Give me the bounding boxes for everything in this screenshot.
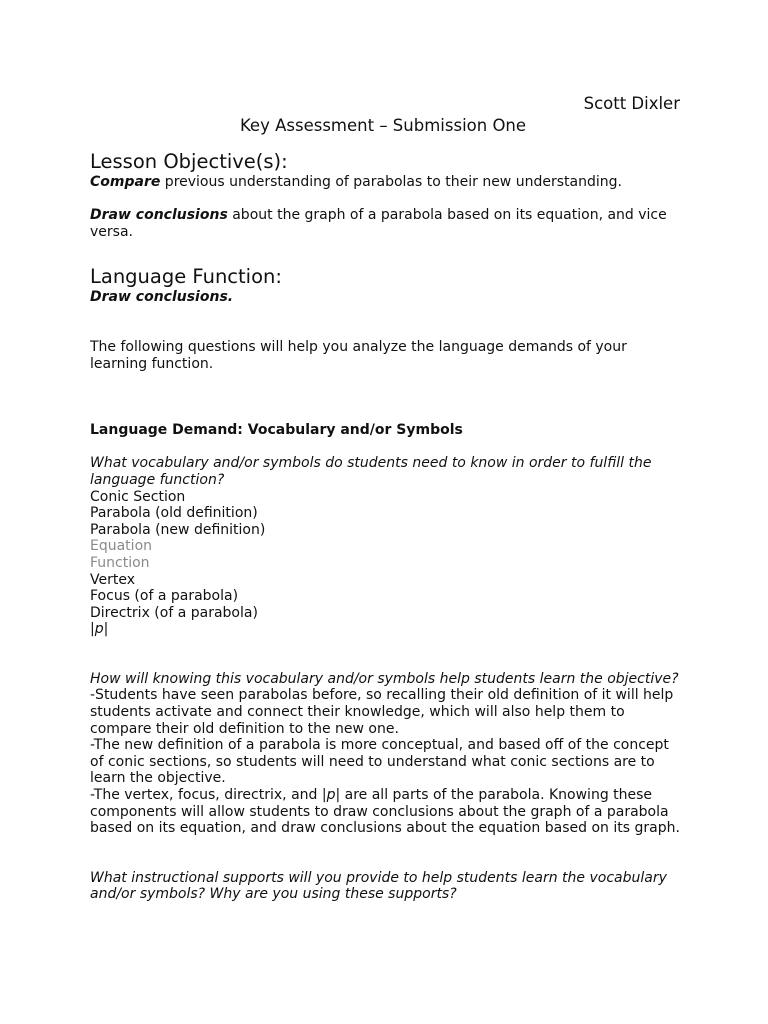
intro-paragraph: The following questions will help you analyze the language demands of your learning function. [90, 338, 627, 372]
list-item: Conic Section [90, 488, 186, 505]
knowledge-question: How will knowing this vocabulary and/or symbols help students learn the objective? [90, 670, 679, 687]
list-item: Parabola (new definition) [90, 521, 266, 538]
objective-verb: Compare [90, 174, 161, 190]
symbol-bar: | [90, 621, 95, 638]
symbol-variable: p [326, 787, 336, 804]
vocabulary-list [90, 489, 680, 638]
objectives-heading: Lesson Objective(s): [90, 150, 288, 173]
language-function-value: Draw conclusions. [90, 289, 234, 306]
objective-text: about the graph of a parabola based on its equation, and vice versa. [90, 207, 667, 240]
answer-paragraph: -The new definition of a parabola is more conceptual, and based off of the concept of conic sections, so students will need to understand what conic sections are to learn the objective. [90, 737, 669, 787]
language-demand-heading: Language Demand: Vocabulary and/or Symbols [90, 422, 463, 439]
answer-paragraph [90, 787, 680, 837]
answer-paragraph: -Students have seen parabolas before, so recalling their old definition of it will help students activate and connect their knowledge, which will also help them to compare their old definition to the new one. [90, 687, 674, 737]
symbol-variable: p [94, 621, 104, 638]
objective-item [90, 174, 680, 191]
objective-item [90, 207, 680, 240]
document-title: Key Assessment – Submission One [239, 116, 527, 135]
list-item: Parabola (old definition) [90, 505, 258, 522]
vocabulary-question: What vocabulary and/or symbols do students need to know in order to fulfill the language function? [90, 455, 652, 488]
objective-verb: Draw conclusions [90, 207, 228, 224]
language-function-heading: Language Function: [90, 265, 282, 289]
objective-text: previous understanding of parabolas to their new understanding. [160, 174, 622, 190]
answer-text: -The vertex, focus, directrix, and | [90, 787, 327, 804]
symbol-bar: | [103, 621, 109, 638]
list-item: Focus (of a parabola) [90, 588, 239, 605]
symbol-item [90, 621, 680, 638]
list-item: Equation [90, 538, 153, 555]
supports-question: What instructional supports will you provide to help students learn the vocabulary and/or symbols? Why are you using these supports? [90, 869, 667, 903]
answer-text: | are all parts of the parabola. Knowing these components will allow students to draw conclusions about the graph of a parabola based on its equation, and draw conclusions about the equation based on its graph. [90, 787, 680, 837]
list-item: Vertex [90, 571, 136, 588]
document-page [90, 94, 680, 903]
list-item: Function [90, 554, 150, 571]
author-name: Scott Dixler [583, 94, 680, 113]
list-item: Directrix (of a parabola) [90, 604, 258, 621]
